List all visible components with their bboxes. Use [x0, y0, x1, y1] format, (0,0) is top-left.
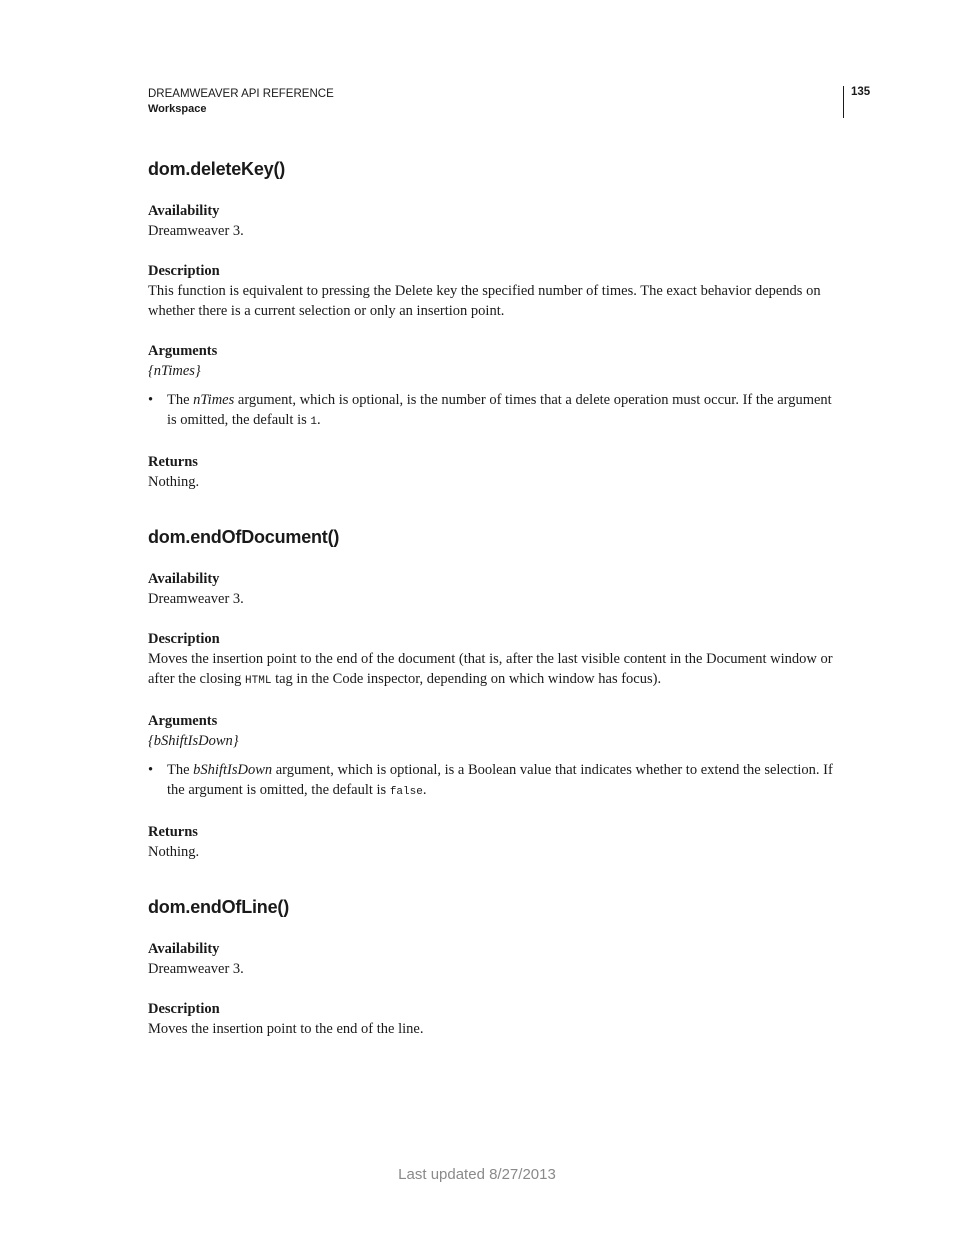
returns-text: Nothing. — [148, 844, 200, 860]
section-title: dom.deleteKey() — [148, 159, 286, 179]
returns-text: Nothing. — [148, 474, 200, 490]
availability-text: Dreamweaver 3. — [148, 223, 244, 239]
availability-heading: Availability — [148, 203, 220, 219]
section-endofdocument — [148, 524, 840, 862]
section-endofline — [148, 894, 840, 1039]
default-value: 1 — [310, 416, 317, 428]
arg-name: nTimes — [193, 392, 235, 408]
description-heading: Description — [148, 631, 220, 647]
main-content — [148, 156, 840, 1059]
description-heading: Description — [148, 1001, 220, 1017]
last-updated-footer: Last updated 8/27/2013 — [398, 1166, 556, 1183]
returns-heading: Returns — [148, 454, 198, 470]
returns-heading: Returns — [148, 824, 198, 840]
arg-text: . — [316, 412, 321, 428]
page-number: 135 — [851, 86, 871, 98]
arg-text: argument, which is optional, is the number of times that a delete operation must occur. If the argument is omitted, the default is — [167, 392, 832, 428]
book-title: DREAMWEAVER API REFERENCE — [148, 88, 334, 100]
availability-heading: Availability — [148, 941, 220, 957]
availability-text: Dreamweaver 3. — [148, 591, 244, 607]
availability-heading: Availability — [148, 571, 220, 587]
arguments-heading: Arguments — [148, 713, 218, 729]
arguments-list — [148, 390, 840, 432]
bullet-icon: • — [148, 762, 154, 778]
arguments-heading: Arguments — [148, 343, 218, 359]
availability-text: Dreamweaver 3. — [148, 961, 244, 977]
section-deletekey — [148, 156, 840, 492]
chapter-title: Workspace — [148, 103, 207, 115]
arg-text: The — [167, 392, 194, 408]
description-part: tag in the Code inspector, depending on which window has focus). — [271, 671, 662, 687]
running-header — [148, 87, 334, 117]
description-part: Moves the insertion point to the end of the document (that is, after the last visible content in the Document window or after the closing — [148, 651, 833, 687]
section-title: dom.endOfLine() — [148, 897, 289, 917]
default-value: false — [389, 786, 423, 798]
description-text: This function is equivalent to pressing the Delete key the specified number of times. The exact behavior depends on whether there is a current selection or only an insertion point. — [148, 283, 821, 319]
description-heading: Description — [148, 263, 220, 279]
arguments-signature: {nTimes} — [148, 363, 201, 379]
arg-text: The — [167, 762, 194, 778]
section-title: dom.endOfDocument() — [148, 527, 340, 547]
arg-text: argument, which is optional, is a Boolean value that indicates whether to extend the selection. If the argument is omitted, the default is — [167, 762, 833, 798]
arguments-list — [148, 760, 840, 802]
arg-name: bShiftIsDown — [193, 762, 273, 778]
bullet-icon: • — [148, 392, 154, 408]
description-text: Moves the insertion point to the end of the line. — [148, 1021, 424, 1037]
list-item — [148, 390, 840, 432]
arg-text: . — [422, 782, 427, 798]
list-item — [148, 760, 840, 802]
description-text — [148, 649, 840, 691]
arguments-signature: {bShiftIsDown} — [148, 733, 239, 749]
header-divider — [843, 86, 844, 118]
html-tag-code: HTML — [245, 675, 272, 687]
